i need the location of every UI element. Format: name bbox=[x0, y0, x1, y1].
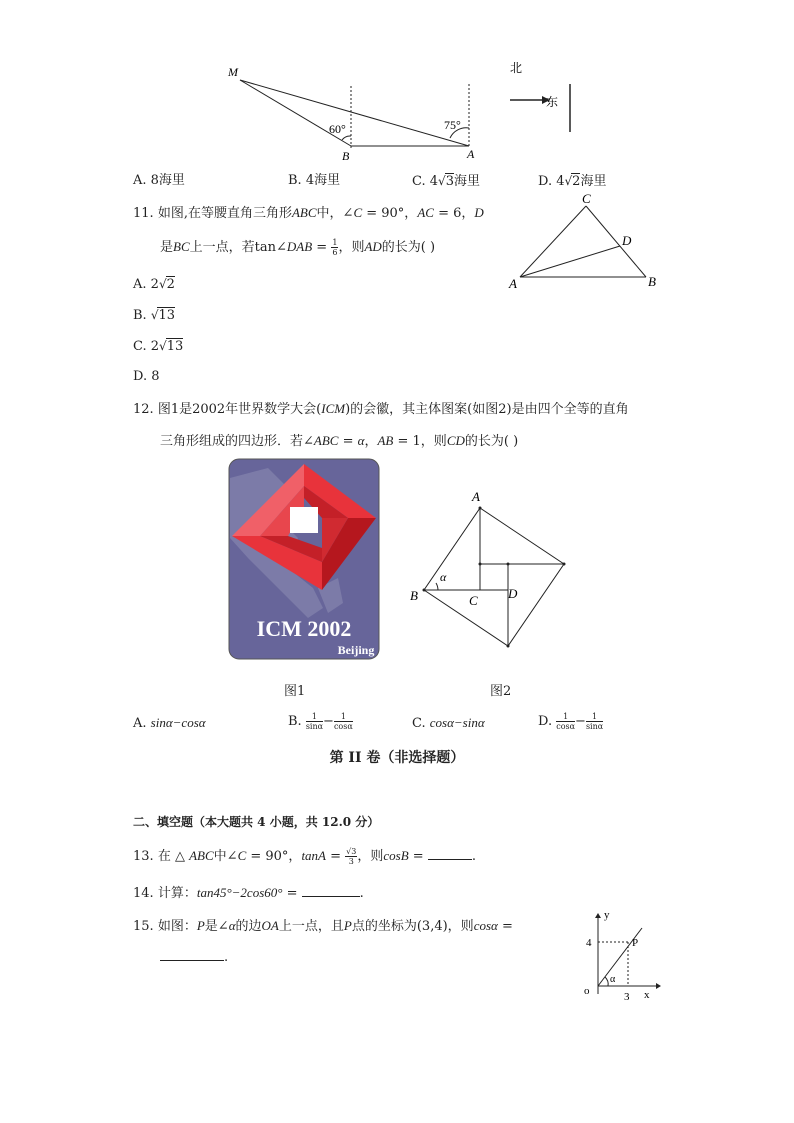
q11-option-c: C. 2√13 bbox=[133, 339, 184, 354]
q12-option-c: C. cosα−sinα bbox=[412, 715, 485, 731]
icm-logo bbox=[228, 458, 380, 660]
q10-option-c: C. 4√3海里 bbox=[412, 174, 480, 189]
q12-line1: 12. 图1是2002年世界数学大会(ICM)的会徽，其主体图案(如图2)是由四个全等的直角 bbox=[133, 401, 629, 417]
logo-title: ICM 2002 bbox=[256, 616, 352, 641]
q11-option-a: A. 2√2 bbox=[133, 277, 175, 292]
q11-point-A: A bbox=[509, 276, 517, 290]
q12-option-a: A. sinα−cosα bbox=[133, 715, 206, 731]
q11-option-b: B. √13 bbox=[133, 308, 176, 323]
q15-tick-4: 4 bbox=[586, 937, 592, 949]
q13-answer-blank[interactable] bbox=[428, 859, 472, 860]
q11-point-D: D bbox=[622, 233, 632, 248]
logo-subtitle: Beijing bbox=[337, 643, 375, 657]
figure1-caption: 图1 bbox=[284, 684, 306, 699]
q15-answer-blank[interactable] bbox=[160, 960, 224, 961]
q14-answer-blank[interactable] bbox=[302, 896, 360, 897]
q11-line1: 11. 如图,在等腰直角三角形ABC中，∠C = 90°，AC = 6，D bbox=[133, 205, 484, 221]
east-label: 东 bbox=[546, 95, 559, 109]
figure2-caption: 图2 bbox=[490, 684, 512, 699]
q15-line1: 15. 如图：P是∠α的边OA上一点，且P点的坐标为(3,4)，则cosα = bbox=[133, 918, 513, 934]
q12-line2: 三角形组成的四边形．若∠ABC = α，AB = 1，则CD的长为( ) bbox=[160, 433, 519, 449]
q15-figure bbox=[578, 906, 662, 1002]
q11-point-B: B bbox=[648, 274, 656, 289]
q15-line2: . bbox=[160, 950, 228, 966]
q15-y-label: y bbox=[604, 909, 610, 921]
q13-line: 13. 在 △ ABC中∠C = 90°，tanA = $\frac{√3}{3}$ ，则cosB = . bbox=[133, 847, 476, 866]
angle-60: 60° bbox=[329, 122, 346, 136]
q11-option-d: D. 8 bbox=[133, 369, 160, 384]
q12-point-A: A bbox=[472, 489, 480, 504]
point-B: B bbox=[342, 149, 350, 163]
q12-option-b: B. $\frac{1}{\sin\alpha}$ − $\frac{1}{\cos\alpha}$ bbox=[288, 712, 353, 731]
q12-option-d: D. $\frac{1}{\cos\alpha}$ − $\frac{1}{\sin\alpha}$ bbox=[538, 712, 604, 731]
q15-x-label: x bbox=[644, 989, 650, 1001]
q11-line2: 是BC上一点，若tan∠DAB = $\frac{1}{6}$ ，则AD的长为( ) bbox=[160, 238, 436, 257]
q15-point-P: P bbox=[632, 937, 639, 949]
q11-point-C: C bbox=[582, 191, 591, 206]
q15-tick-3: 3 bbox=[624, 991, 630, 1002]
q12-figure2 bbox=[402, 486, 574, 662]
section2-heading: 二、填空题（本大题共 4 小题，共 12.0 分） bbox=[133, 815, 380, 829]
q10-figure bbox=[220, 58, 580, 164]
point-A: A bbox=[467, 147, 475, 161]
q12-point-B: B bbox=[410, 588, 418, 603]
q15-origin-label: o bbox=[584, 985, 590, 997]
q12-point-D: D bbox=[508, 586, 518, 601]
angle-75: 75° bbox=[444, 118, 461, 132]
q15-angle-alpha: α bbox=[610, 974, 616, 985]
part2-title: 第 II 卷（非选择题） bbox=[329, 750, 465, 766]
q12-angle-alpha: α bbox=[440, 570, 447, 584]
q14-line: 14. 计算：tan45°−2cos60° = . bbox=[133, 885, 364, 901]
q10-option-a: A. 8海里 bbox=[133, 173, 185, 188]
point-M: M bbox=[228, 65, 238, 79]
q12-point-C: C bbox=[469, 593, 478, 608]
q11-figure bbox=[506, 190, 666, 290]
q10-option-d: D. 4√2海里 bbox=[538, 174, 607, 189]
q10-option-b: B. 4海里 bbox=[288, 173, 341, 188]
north-label: 北 bbox=[510, 61, 523, 75]
